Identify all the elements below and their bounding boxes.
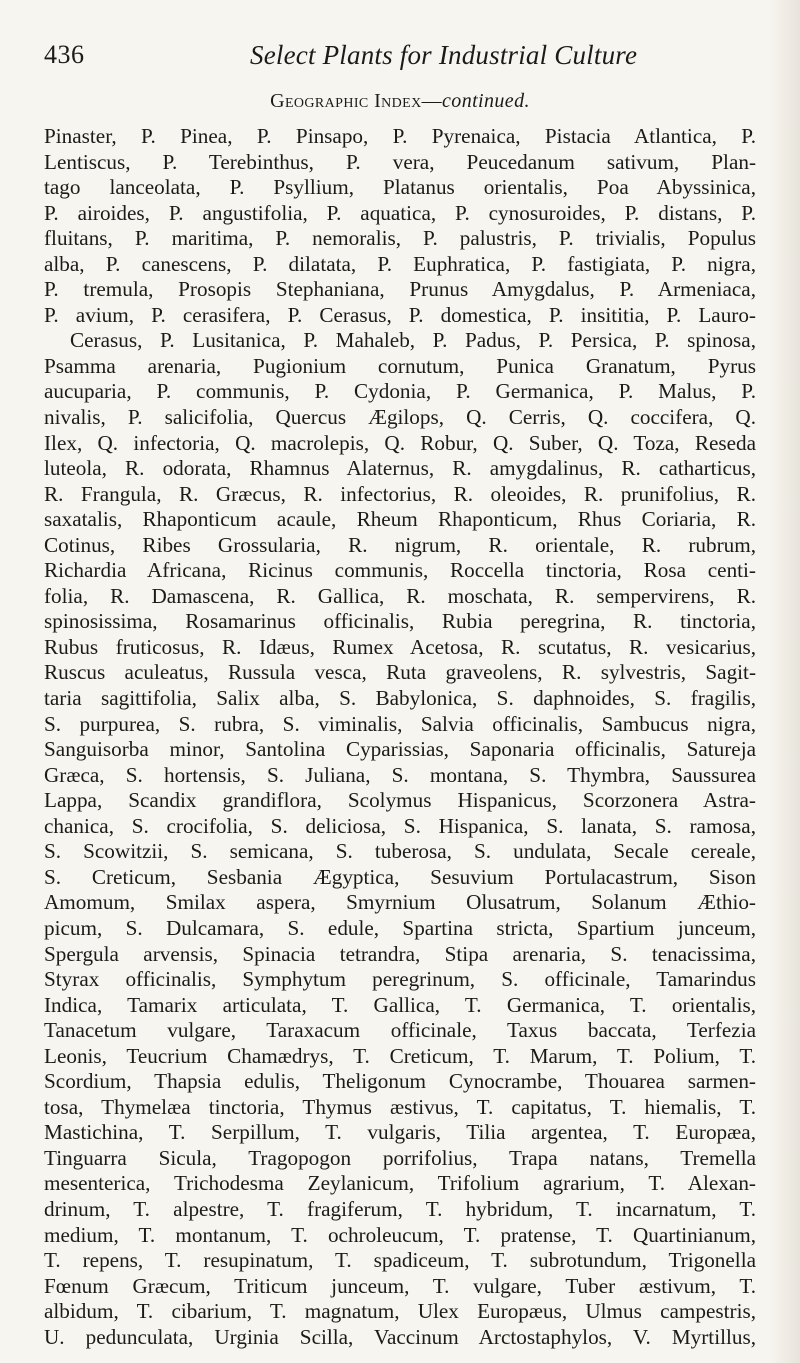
- text-line: Tinguarra Sicula, Tragopogon porrifolius, Trapa natans, Tremella: [44, 1145, 756, 1170]
- text-line: Tanacetum vulgare, Taraxacum officinale, Taxus baccata, Terfezia: [44, 1018, 756, 1043]
- text-line: Mastichina, T. Serpillum, T. vulgaris, Tilia argentea, T. Europæa,: [44, 1120, 756, 1145]
- text-line: Græca, S. hortensis, S. Juliana, S. montana, S. Thymbra, Saussurea: [44, 762, 756, 787]
- text-line: Indica, Tamarix articulata, T. Gallica, T. Germanica, T. orientalis,: [44, 992, 756, 1017]
- text-line: Ilex, Q. infectoria, Q. macrolepis, Q. Robur, Q. Suber, Q. Toza, Reseda: [44, 430, 756, 455]
- text-line: T. repens, T. resupinatum, T. spadiceum, T. subrotundum, Trigonella: [44, 1248, 756, 1273]
- text-line: Ruscus aculeatus, Russula vesca, Ruta graveolens, R. sylvestris, Sagit-: [44, 660, 756, 685]
- section-heading-continued: continued.: [442, 90, 530, 112]
- text-line: S. Creticum, Sesbania Ægyptica, Sesuvium Portulacastrum, Sison: [44, 864, 756, 889]
- text-line: S. Scowitzii, S. semicana, S. tuberosa, S. undulata, Secale cereale,: [44, 839, 756, 864]
- text-line: folia, R. Damascena, R. Gallica, R. moschata, R. sempervirens, R.: [44, 583, 756, 608]
- text-line: saxatalis, Rhaponticum acaule, Rheum Rhaponticum, Rhus Coriaria, R.: [44, 507, 756, 532]
- section-heading-text: Geographic Index—: [270, 90, 443, 112]
- text-line: Spergula arvensis, Spinacia tetrandra, Stipa arenaria, S. tenacissima,: [44, 941, 756, 966]
- text-line: aucuparia, P. communis, P. Cydonia, P. Germanica, P. Malus, P.: [44, 379, 756, 404]
- text-line: luteola, R. odorata, Rhamnus Alaternus, R. amygdalinus, R. catharticus,: [44, 456, 756, 481]
- text-line: Lappa, Scandix grandiflora, Scolymus Hispanicus, Scorzonera Astra-: [44, 788, 756, 813]
- page-number: 436: [44, 40, 85, 69]
- text-line: Cerasus, P. Lusitanica, P. Mahaleb, P. Padus, P. Persica, P. spinosa,: [70, 328, 756, 353]
- text-line: P. airoides, P. angustifolia, P. aquatica, P. cynosuroides, P. distans, P.: [44, 200, 756, 225]
- text-line: Psamma arenaria, Pugionium cornutum, Punica Granatum, Pyrus: [44, 353, 756, 378]
- text-line: spinosissima, Rosamarinus officinalis, Rubia peregrina, R. tinctoria,: [44, 609, 756, 634]
- text-line: Styrax officinalis, Symphytum peregrinum, S. officinale, Tamarindus: [44, 967, 756, 992]
- text-line: taria sagittifolia, Salix alba, S. Babylonica, S. daphnoides, S. fragilis,: [44, 686, 756, 711]
- text-line: Cotinus, Ribes Grossularia, R. nigrum, R. orientale, R. rubrum,: [44, 532, 756, 557]
- text-line: Sanguisorba minor, Santolina Cyparissias, Saponaria officinalis, Satureja: [44, 737, 756, 762]
- text-line: Rubus fruticosus, R. Idæus, Rumex Acetosa, R. scutatus, R. vesicarius,: [44, 634, 756, 659]
- text-line: chanica, S. crocifolia, S. deliciosa, S. Hispanica, S. lanata, S. ramosa,: [44, 813, 756, 838]
- text-line: fluitans, P. maritima, P. nemoralis, P. palustris, P. trivialis, Populus: [44, 226, 756, 251]
- text-line: S. purpurea, S. rubra, S. viminalis, Salvia officinalis, Sambucus nigra,: [44, 711, 756, 736]
- section-heading: [0, 90, 800, 113]
- text-line: U. pedunculata, Urginia Scilla, Vaccinum Arctostaphylos, V. Myrtillus,: [44, 1324, 756, 1349]
- text-line: tago lanceolata, P. Psyllium, Platanus orientalis, Poa Abyssinica,: [44, 175, 756, 200]
- text-line: picum, S. Dulcamara, S. edule, Spartina stricta, Spartium junceum,: [44, 915, 756, 940]
- page-edge-shadow: [770, 0, 800, 1363]
- text-line: Richardia Africana, Ricinus communis, Roccella tinctoria, Rosa centi-: [44, 558, 756, 583]
- text-line: Scordium, Thapsia edulis, Theligonum Cynocrambe, Thouarea sarmen-: [44, 1069, 756, 1094]
- text-line: Amomum, Smilax aspera, Smyrnium Olusatrum, Solanum Æthio-: [44, 890, 756, 915]
- text-line: Leonis, Teucrium Chamædrys, T. Creticum, T. Marum, T. Polium, T.: [44, 1043, 756, 1068]
- text-line: drinum, T. alpestre, T. fragiferum, T. hybridum, T. incarnatum, T.: [44, 1196, 756, 1221]
- running-head: [44, 40, 764, 74]
- text-line: P. tremula, Prosopis Stephaniana, Prunus Amygdalus, P. Armeniaca,: [44, 277, 756, 302]
- running-title: Select Plants for Industrial Culture: [250, 40, 638, 70]
- text-line: R. Frangula, R. Græcus, R. infectorius, R. oleoides, R. prunifolius, R.: [44, 481, 756, 506]
- text-line: Pinaster, P. Pinea, P. Pinsapo, P. Pyrenaica, Pistacia Atlantica, P.: [44, 124, 756, 148]
- text-line: mesenterica, Trichodesma Zeylanicum, Trifolium agrarium, T. Alexan-: [44, 1171, 756, 1196]
- text-line: Lentiscus, P. Terebinthus, P. vera, Peucedanum sativum, Plan-: [44, 149, 756, 174]
- text-line: Fœnum Græcum, Triticum junceum, T. vulgare, Tuber æstivum, T.: [44, 1273, 756, 1298]
- text-line: albidum, T. cibarium, T. magnatum, Ulex Europæus, Ulmus campestris,: [44, 1299, 756, 1324]
- text-line: tosa, Thymelæa tinctoria, Thymus æstivus, T. capitatus, T. hiemalis, T.: [44, 1094, 756, 1119]
- index-body-text: [44, 124, 756, 1350]
- text-line: nivalis, P. salicifolia, Quercus Ægilops, Q. Cerris, Q. coccifera, Q.: [44, 405, 756, 430]
- text-line: alba, P. canescens, P. dilatata, P. Euphratica, P. fastigiata, P. nigra,: [44, 251, 756, 276]
- text-line: P. avium, P. cerasifera, P. Cerasus, P. domestica, P. insititia, P. Lauro-: [44, 302, 756, 327]
- text-line: medium, T. montanum, T. ochroleucum, T. pratense, T. Quartinianum,: [44, 1222, 756, 1247]
